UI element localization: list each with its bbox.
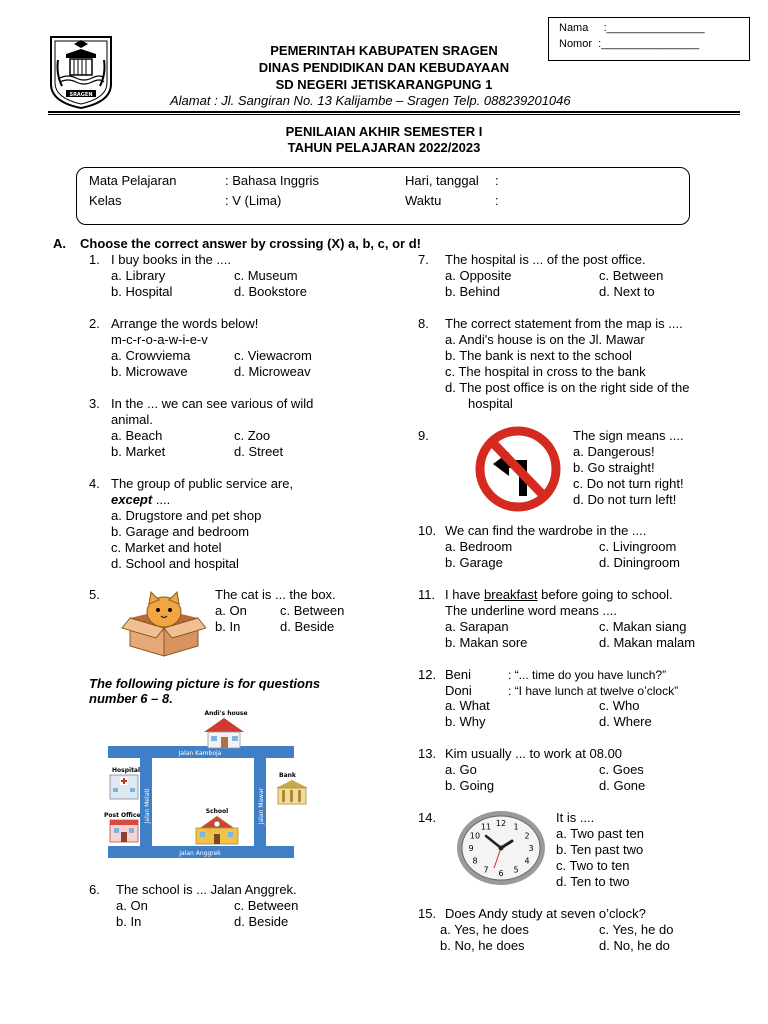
q12-option-a[interactable]: a. What [445,698,490,713]
label-jalan-melati: Jalan Melati [144,788,151,824]
q3-option-c[interactable]: c. Zoo [234,428,271,443]
q6-option-c[interactable]: c. Between [234,898,299,913]
q13-option-d[interactable]: d. Gone [599,778,646,793]
q8-option-b[interactable]: b. The bank is next to the school [445,348,632,363]
q4-option-c[interactable]: c. Market and hotel [111,540,222,555]
label-hospital: Hospital [112,767,141,774]
q12-option-c[interactable]: c. Who [599,698,640,713]
q13-text: Kim usually ... to work at 08.00 [445,746,623,761]
clock-numeral: 3 [528,844,534,853]
q11-text-pre: I have [445,587,485,602]
q12-doni-line: : “I have lunch at twelve o’clock” [508,684,679,698]
clock-numeral: 7 [483,865,489,875]
subject-label: Mata Pelajaran [89,173,177,188]
section-letter: A. [53,236,66,251]
q1-option-c[interactable]: c. Museum [234,268,298,283]
q15-option-b[interactable]: b. No, he does [440,938,525,953]
q2-option-a[interactable]: a. Crowviema [111,348,191,363]
q10-option-d[interactable]: d. Diningroom [599,555,680,570]
q3-option-b[interactable]: b. Market [111,444,166,459]
map-intro-line2: number 6 – 8. [89,691,173,706]
header-line2: DINAS PENDIDIKAN DAN KEBUDAYAAN [258,60,510,75]
q11-text-cont: The underline word means .... [445,603,617,618]
label-jalan-mawar: Jalan Mawar [258,787,265,825]
q8-option-d[interactable]: d. The post office is on the right side of the [445,380,690,395]
nama-field[interactable]: :________________ [603,22,705,34]
q11-number: 11. [418,587,436,602]
school-icon [196,816,238,844]
q3-option-d[interactable]: d. Street [234,444,284,459]
q14-option-d[interactable]: d. Ten to two [556,874,630,889]
q12-beni-line: : “... time do you have lunch?” [508,668,667,682]
post-office-icon [110,820,138,842]
q10-option-c[interactable]: c. Livingroom [599,539,677,554]
q4-dots: .... [152,492,171,507]
exam-title: PENILAIAN AKHIR SEMESTER I [285,124,483,139]
cat-in-box-icon [120,584,206,658]
q4-number: 4. [89,476,100,491]
day-value: : [495,173,499,188]
q3-number: 3. [89,396,100,411]
q8-option-d-cont: hospital [468,396,513,411]
header-line1: PEMERINTAH KABUPATEN SRAGEN [270,43,498,58]
q10-option-a[interactable]: a. Bedroom [445,539,513,554]
bank-icon [276,780,308,804]
label-jalan-kamboja: Jalan Kamboja [178,750,222,757]
q10-text: We can find the wardrobe in the .... [445,523,647,538]
q10-number: 10. [418,523,437,538]
q8-number: 8. [418,316,429,331]
q2-text: Arrange the words below! [111,316,259,331]
hospital-icon [110,775,138,799]
nomor-field[interactable]: :________________ [598,38,700,50]
q7-option-c[interactable]: c. Between [599,268,664,283]
q13-option-b[interactable]: b. Going [445,778,495,793]
exam-year: TAHUN PELAJARAN 2022/2023 [287,140,481,155]
q12-beni: Beni [445,667,472,682]
q11-option-c[interactable]: c. Makan siang [599,619,687,634]
q3-text-cont: animal. [111,412,153,427]
q13-option-c[interactable]: c. Goes [599,762,644,777]
q14-text: It is .... [556,810,595,825]
q9-option-a[interactable]: a. Dangerous! [573,444,655,459]
q7-option-a[interactable]: a. Opposite [445,268,512,283]
q11-text [445,587,673,603]
q7-number: 7. [418,252,429,267]
clock-numeral: 8 [472,856,478,866]
time-value: : [495,193,499,208]
label-bank: Bank [279,772,296,779]
q1-option-d[interactable]: d. Bookstore [234,284,307,299]
q8-option-c[interactable]: c. The hospital in cross to the bank [445,364,646,379]
q4-option-b[interactable]: b. Garage and bedroom [111,524,250,539]
label-post-office: Post Office [104,812,141,819]
q4-option-a[interactable]: a. Drugstore and pet shop [111,508,262,523]
q15-option-d[interactable]: d. No, he do [599,938,670,953]
q12-doni: Doni [445,683,472,698]
clock-numeral: 6 [498,869,504,878]
q4-text: The group of public service are, [111,476,294,491]
q15-text: Does Andy study at seven o’clock? [445,906,646,921]
q1-text: I buy books in the .... [111,252,231,267]
time-label: Waktu [405,193,442,208]
q6-option-a[interactable]: a. On [116,898,148,913]
q10-option-b[interactable]: b. Garage [445,555,503,570]
day-label: Hari, tanggal [405,173,479,188]
house-icon [204,718,244,748]
q12-option-b[interactable]: b. Why [445,714,486,729]
q15-option-a[interactable]: a. Yes, he does [440,922,529,937]
clock-numeral: 12 [495,819,507,828]
q11-option-a[interactable]: a. Sarapan [445,619,509,634]
class-value: : V (Lima) [225,193,282,208]
q1-option-b[interactable]: b. Hospital [111,284,173,299]
nama-row [559,22,705,34]
q9-number: 9. [418,428,429,443]
label-jalan-anggrek: Jalan Anggrek [179,850,221,857]
header-divider-thin [48,114,740,115]
q9-option-b[interactable]: b. Go straight! [573,460,655,475]
q11-underlined-word: breakfast [484,587,538,602]
clock-numeral: 1 [513,822,519,832]
q2-word: m-c-r-o-a-w-i-e-v [111,332,208,347]
q2-option-b[interactable]: b. Microwave [111,364,188,379]
q4-text-cont [111,492,170,508]
q13-option-a[interactable]: a. Go [445,762,477,777]
clock-numeral: 4 [524,856,530,866]
q6-option-b[interactable]: b. In [116,914,142,929]
q9-text: The sign means .... [573,428,684,443]
q7-option-d[interactable]: d. Next to [599,284,655,299]
q15-option-c[interactable]: c. Yes, he do [599,922,674,937]
q7-option-b[interactable]: b. Behind [445,284,500,299]
q13-number: 13. [418,746,437,761]
q11-option-d[interactable]: d. Makan malam [599,635,696,650]
q12-option-d[interactable]: d. Where [599,714,652,729]
q5-option-b[interactable]: b. In [215,619,241,634]
q5-option-d[interactable]: d. Beside [280,619,335,634]
q14-number: 14. [418,810,437,825]
q7-text: The hospital is ... of the post office. [445,252,646,267]
q8-text: The correct statement from the map is .... [445,316,683,331]
q14-option-c[interactable]: c. Two to ten [556,858,630,873]
q3-option-a[interactable]: a. Beach [111,428,163,443]
town-map [100,706,310,866]
q5-option-c[interactable]: c. Between [280,603,345,618]
q5-option-a[interactable]: a. On [215,603,247,618]
q15-number: 15. [418,906,437,921]
q5-text: The cat is ... the box. [215,587,336,602]
q4-except: except [111,492,153,507]
q2-option-d[interactable]: d. Microweav [234,364,311,379]
nama-label: Nama [559,22,589,34]
q1-option-a[interactable]: a. Library [111,268,166,283]
school-address: Alamat : Jl. Sangiran No. 13 Kalijambe – Sragen Telp. 088239201046 [170,93,571,108]
q4-option-d[interactable]: d. School and hospital [111,556,239,571]
wall-clock-icon [456,810,546,886]
q9-option-d[interactable]: d. Do not turn left! [573,492,677,507]
map-intro-line1: The following picture is for questions [89,676,321,691]
q2-option-c[interactable]: c. Viewacrom [234,348,312,363]
clock-numeral: 11 [480,822,492,832]
q9-option-c[interactable]: c. Do not turn right! [573,476,684,491]
q2-number: 2. [89,316,100,331]
q11-option-b[interactable]: b. Makan sore [445,635,528,650]
header-divider [48,111,740,113]
q5-number: 5. [89,587,100,602]
q3-text: In the ... we can see various of wild [111,396,314,411]
q12-number: 12. [418,667,437,682]
sragen-logo-icon [48,34,114,110]
header-line3: SD NEGERI JETISKARANGPUNG 1 [275,77,493,92]
q14-option-a[interactable]: a. Two past ten [556,826,644,841]
q6-option-d[interactable]: d. Beside [234,914,289,929]
class-label: Kelas [89,193,122,208]
clock-numeral: 2 [524,831,530,841]
logo-text: SRAGEN [69,92,93,98]
q14-option-b[interactable]: b. Ten past two [556,842,644,857]
clock-numeral: 10 [469,831,481,841]
clock-numeral: 9 [468,844,474,853]
subject-value: : Bahasa Inggris [225,173,319,188]
q1-number: 1. [89,252,100,267]
section-instruction: Choose the correct answer by crossing (X) a, b, c, or d! [80,236,421,251]
label-andis-house: Andi's house [204,710,248,717]
clock-numeral: 5 [513,865,519,875]
nomor-label: Nomor [559,38,593,50]
q8-option-a[interactable]: a. Andi's house is on the Jl. Mawar [445,332,645,347]
no-left-turn-sign-icon [473,426,563,512]
q6-text: The school is ... Jalan Anggrek. [116,882,297,897]
label-school: School [205,808,229,815]
q6-number: 6. [89,882,100,897]
q11-text-post: before going to school. [537,587,673,602]
